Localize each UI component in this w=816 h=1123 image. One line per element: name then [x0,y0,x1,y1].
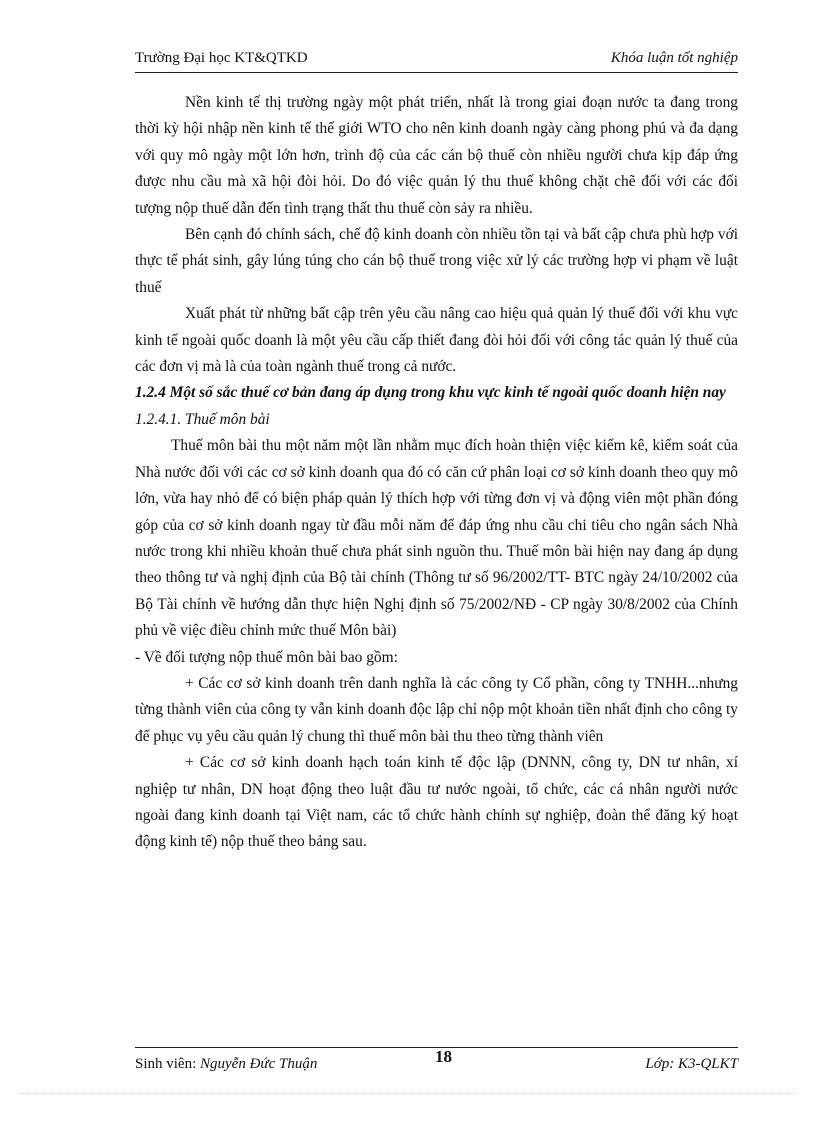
paragraph-1: Nền kinh tế thị trường ngày một phát triển, nhất là trong giai đoạn nước ta đang trong thời kỳ hội nhập nền kinh tế thế giới WTO cho nên kinh doanh ngày càng phong phú và đa dạng với quy mô ngày một lớn hơn, trình độ của các cán bộ thuế còn nhiều người chưa kịp đáp ứng được nhu cầu mà xã hội đòi hỏi. Do đó việc quản lý thu thuế không chặt chẽ đối với các đối tượng nộp thuế dẫn đến tình trạng thất thu thuế còn sảy ra nhiều. [135,94,738,217]
paragraph-6: + Các cơ sở kinh doanh trên danh nghĩa là các công ty Cổ phần, công ty TNHH...nhưng từng thành viên của công ty vẫn kinh doanh độc lập chỉ nộp một khoản tiền nhất định cho công ty để phục vụ yêu cầu quản lý chung thì thuế môn bài thu theo từng thành viên [135,674,738,745]
paragraph-3: Xuất phát từ những bất cập trên yêu cầu nâng cao hiệu quả quản lý thuế đối với khu vực kinh tế ngoài quốc doanh là một yêu cầu cấp thiết đang đòi hỏi đối với công tác quản lý thuế của các đơn vị mà là của toàn ngành thuế trong cả nước. [135,305,738,376]
page-footer [135,1047,738,1076]
header-doc-type: Khóa luận tốt nghiệp [610,50,738,66]
header-school: Trường Đại học KT&QTKD [135,50,308,66]
section-heading: 1.2.4 Một số sắc thuế cơ bản đang áp dụng trong khu vực kinh tế ngoài quốc doanh hiện nay [135,384,726,402]
paragraph-2: Bên cạnh đó chính sách, chế độ kinh doanh còn nhiều tồn tại và bất cập chưa phù hợp với thực tế phát sinh, gây lúng túng cho cán bộ thuế trong việc xử lý các trường hợp vi phạm về luật thuế [135,226,738,296]
page-header [135,50,738,73]
student-label: Sinh viên: [135,1056,197,1072]
document-body [135,90,738,856]
subsection-heading: 1.2.4.1. Thuế môn bài [135,410,270,428]
paragraph-4: Thuế môn bài thu một năm một lần nhằm mục đích hoàn thiện việc kiểm kê, kiểm soát của Nhà nước đối với các cơ sở kinh doanh qua đó có căn cứ phân loại cơ sở kinh doanh theo quy mô lớn, vừa hay nhỏ để có biện pháp quản lý thích hợp với từng đơn vị và động viên một phần đóng góp của cơ sở kinh doanh ngay từ đầu mỗi năm để đáp ứng nhu cầu chi tiêu cho ngân sách Nhà nước trong khi nhiều khoản thuế chưa phát sinh nguồn thu. Thuế môn bài hiện nay đang áp dụng theo thông tư và nghị định của Bộ tài chính (Thông tư số 96/2002/TT- BTC ngày 24/10/2002 của Bộ Tài chính về hướng dẫn thực hiện Nghị định số 75/2002/NĐ - CP ngày 30/8/2002 của Chính phủ về việc điều chỉnh mức thuế Môn bài) [135,437,738,640]
student-name: Nguyễn Đức Thuận [200,1056,318,1072]
footer-student [135,1056,317,1073]
footer-class: Lớp: K3-QLKT [645,1056,738,1072]
paragraph-7: + Các cơ sở kinh doanh hạch toán kinh tế độc lập (DNNN, công ty, DN tư nhân, xí nghiệp tư nhân, DN hoạt động theo luật đầu tư nước ngoài, tổ chức, các cá nhân người nước ngoài đang kinh doanh tại Việt nam, các tổ chức hành chính sự nghiệp, đoàn thể đăng ký hoạt động kinh tế) nộp thuế theo bảng sau. [135,754,738,851]
paragraph-5: - Về đối tượng nộp thuế môn bài bao gồm: [135,648,398,666]
page-edge-divider [20,1093,796,1094]
page-number: 18 [435,1047,452,1066]
